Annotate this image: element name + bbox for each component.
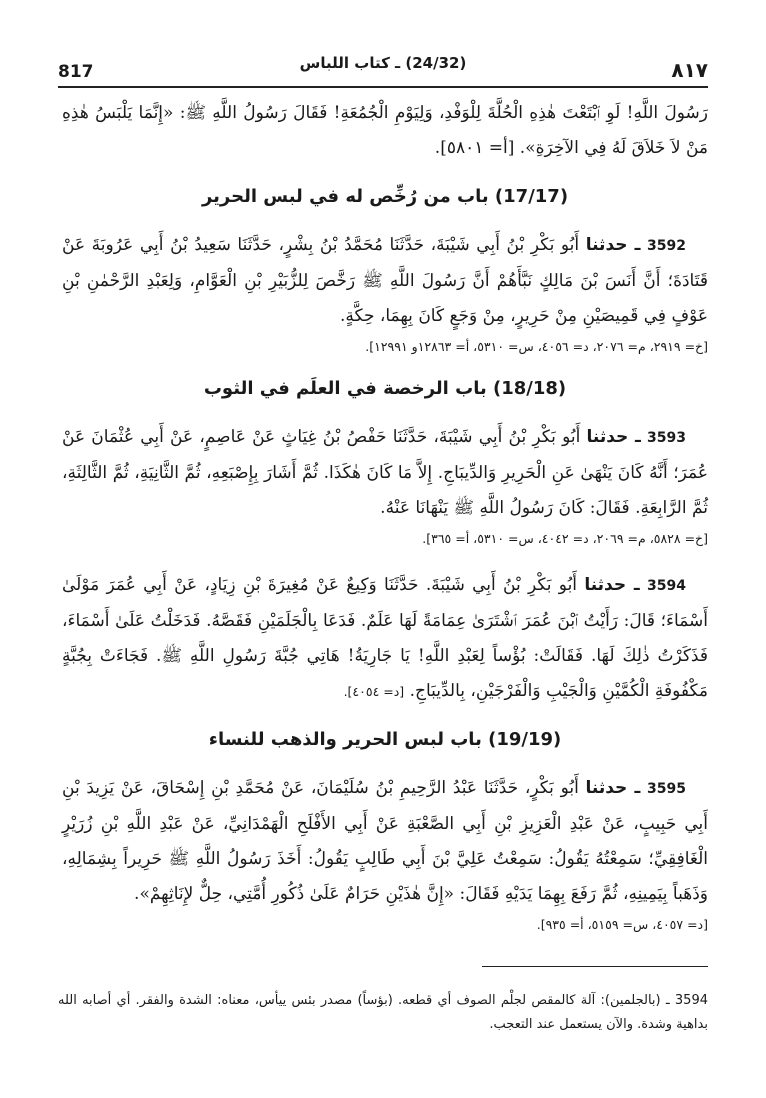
continued-text: رَسُولَ اللَّهِ! لَوِ ٱبْتَعْتَ هٰذِهِ الْحُلَّةَ لِلْوَفْدِ، وَلِيَوْمِ الْجُمُعَةِ! فَقَالَ رَسُولُ اللَّهِ ﷺ: «إِنَّمَا يَلْبَسُ هٰذِهِ مَنْ لاَ خَلاَقَ لَهُ فِي الآخِرَةِ». [أ= ٥٨٠١]. (62, 103, 708, 158)
hadith-number: 3595 (647, 781, 686, 797)
page-number-arabic: ٨١٧ (671, 58, 708, 82)
hadith-reference: [د= ٤٠٥٤]. (343, 684, 405, 699)
hadith-text: أَبُو بَكْرِ بْنُ أَبِي شَيْبَةَ، حَدَّثَنَا مُحَمَّدُ بْنُ بِشْرٍ، حَدَّثَنَا سَعِيدُ بْنُ أَبِي عَرُوبَةَ عَنْ قَتَادَةَ؛ أَنَّ أَنَسَ بْنَ مَالِكٍ نَبَّأَهُمْ أَنَّ رَسُولَ اللَّهِ ﷺ رَخَّصَ لِلزُّبَيْرِ بْنِ الْعَوَّامِ، وَلِعَبْدِ الرَّحْمٰنِ بْنِ عَوْفٍ فِي قَمِيصَيْنِ مِنْ حَرِيرٍ، مِنْ وَجَعٍ كَانَ بِهِمَا، حِكَّةٍ. (62, 235, 708, 326)
hadith-text: أَبُو بَكْرٍ، حَدَّثَنَا عَبْدُ الرَّحِيمِ بْنُ سُلَيْمَانَ، عَنْ مُحَمَّدِ بْنِ إِسْحَاقَ، عَنْ يَزِيدَ بْنِ أَبِي حَبِيبٍ، عَنْ عَبْدِ الْعَزِيزِ بْنِ أَبِي الصَّعْبَةِ عَنْ أَبِي الأَفْلَحِ الْهَمْدَانِيِّ، عَنْ عَبْدِ اللَّهِ بْنِ زُرَيْرٍ الْغَافِقِيِّ؛ سَمِعْتُهُ يَقُولُ: سَمِعْتُ عَلِيَّ بْنَ أَبِي طَالِبٍ يَقُولُ: أَخَذَ رَسُولُ اللَّهِ ﷺ حَرِيراً بِشِمَالِهِ، وَذَهَباً بِيَمِينِهِ، ثُمَّ رَفَعَ بِهِمَا يَدَيْهِ فَقَالَ: «إِنَّ هٰذَيْنِ حَرَامٌ عَلَىٰ ذُكُورِ أُمَّتِي، حِلٌّ لإِنَاثِهِمْ». (62, 778, 708, 904)
footnote: 3594 ـ (بالجلمين): آلة كالمقص لجلْم الصوف أي قطعه. (بؤساً) مصدر بئس ييأس، معناه: الشدة والفقر. أي أصابه الله بداهية وشدة. والآن يستعمل عند التعجب. (58, 993, 708, 1032)
hadith-3593 (62, 420, 708, 526)
hadith-lead: ـ حدثنا (586, 427, 641, 447)
hadith-reference: [خ= ٥٨٢٨، م= ٢٠٦٩، د= ٤٠٤٢، س= ٥٣١٠، أ= ٣٦٥]. (422, 531, 708, 546)
section-heading-19: (19/19) باب لبس الحرير والذهب للنساء (208, 729, 562, 750)
hadith-3592 (62, 228, 708, 334)
footnote-divider (482, 966, 708, 967)
page-body (62, 96, 708, 936)
hadith-number: 3594 (647, 578, 686, 594)
hadith-reference: [د= ٤٠٥٧، س= ٥١٥٩، أ= ٩٣٥]. (536, 917, 708, 932)
hadith-3594 (62, 568, 708, 709)
hadith-lead: ـ حدثنا (584, 575, 640, 595)
hadith-number: 3592 (647, 238, 687, 254)
hadith-reference: [خ= ٢٩١٩، م= ٢٠٧٦، د= ٤٠٥٦، س= ٥٣١٠، أ= ١٢٨٦٣و ١٢٩٩١]. (365, 339, 708, 354)
hadith-text: أَبُو بَكْرِ بْنُ أَبِي شَيْبَةَ، حَدَّثَنَا حَفْصُ بْنُ غِيَاثٍ عَنْ عَاصِمٍ، عَنْ أَبِي عُثْمَانَ عَنْ عُمَرَ؛ أَنَّهُ كَانَ يَنْهَىٰ عَنِ الْحَرِيرِ وَالدِّيبَاجِ. إِلاَّ مَا كَانَ هٰكَذَا. ثُمَّ أَشَارَ بِإِصْبَعِهِ، ثُمَّ الثَّانِيَةِ، ثُمَّ الثَّالِثَةِ، ثُمَّ الرَّابِعَةِ. فَقَالَ: كَانَ رَسُولُ اللَّهِ ﷺ يَنْهَانَا عَنْهُ. (62, 427, 708, 518)
chapter-title: (24/32) ـ كتاب اللباس (299, 54, 467, 72)
hadith-text: أَبُو بَكْرِ بْنُ أَبِي شَيْبَةَ. حَدَّثَنَا وَكِيعٌ عَنْ مُغِيرَةَ بْنِ زِيَادٍ، عَنْ أَبِي عُمَرَ مَوْلَىٰ أَسْمَاءَ؛ قَالَ: رَأَيْتُ ٱبْنَ عُمَرَ ٱشْتَرَىٰ عِمَامَةً لَهَا عَلَمٌ. فَدَعَا بِالْجَلَمَيْنِ فَقَصَّهُ. فَدَخَلْتُ عَلَىٰ أَسْمَاءَ، فَذَكَرْتُ ذٰلِكَ لَهَا. فَقَالَتْ: بُؤْساً لِعَبْدِ اللَّهِ! يَا جَارِيَةُ! هَاتِي جُبَّةَ رَسُولِ اللَّهِ ﷺ. فَجَاءَتْ بِجُبَّةٍ مَكْفُوفَةِ الْكُمَّيْنِ وَالْجَيْبِ وَالْفَرْجَيْنِ، بِالدِّيبَاجِ. (62, 575, 708, 701)
page-number-latin: 817 (58, 62, 94, 82)
hadith-3595 (62, 771, 708, 912)
section-heading-17: (17/17) باب من رُخِّص له في لبس الحرير (201, 186, 569, 207)
hadith-lead: ـ حدثنا (585, 778, 641, 798)
hadith-number: 3593 (647, 430, 686, 446)
section-heading-18: (18/18) باب الرخصة في العلَم في الثوب (203, 378, 567, 399)
page-header (58, 40, 708, 88)
hadith-lead: ـ حدثنا (585, 235, 641, 255)
